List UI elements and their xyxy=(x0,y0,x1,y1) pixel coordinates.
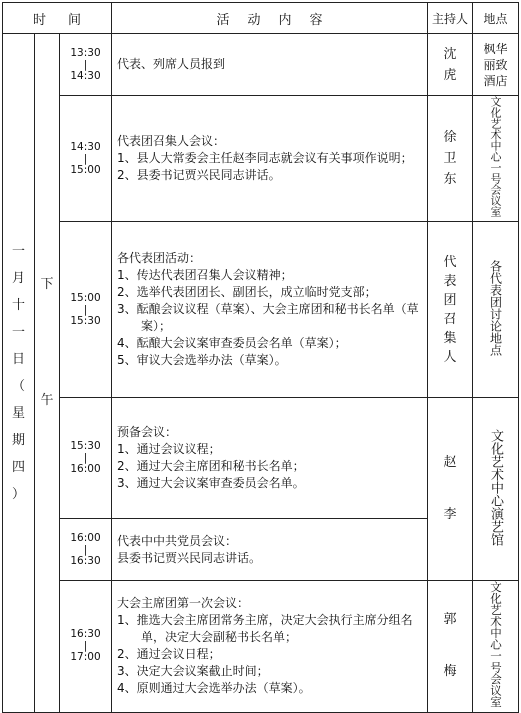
activity-title: 预备会议： xyxy=(117,425,178,439)
activity-cell xyxy=(112,96,428,222)
header-location: 地点 xyxy=(473,3,519,34)
table-row xyxy=(3,222,519,398)
host-name: 沈 虎 xyxy=(443,46,457,83)
host-cell xyxy=(428,222,473,398)
period-label-1: 下 xyxy=(40,277,54,292)
activity-cell xyxy=(112,519,428,581)
table-row xyxy=(3,398,519,519)
time-slot: 14:30 | 15:00 xyxy=(60,96,112,222)
activity-item: 3、通过大会议案审查委员会名单。 xyxy=(117,476,305,490)
date-label: 一 月 十 一 日 （ 星 期 四 ） xyxy=(11,243,25,502)
time-slot: 15:00 | 15:30 xyxy=(60,222,112,398)
activity-title: 代表中中共党员会议： xyxy=(117,533,238,548)
host-name: 赵 李 xyxy=(443,455,457,522)
location-cell xyxy=(473,581,519,713)
date-cell xyxy=(3,34,35,713)
activity-cell xyxy=(112,222,428,398)
activity-item: 3、决定大会议案截止时间； xyxy=(117,664,269,679)
host-cell xyxy=(428,96,473,222)
host-name: 徐 卫 东 xyxy=(443,130,457,187)
activity-item: 4、原则通过大会选举办法（草案）。 xyxy=(117,681,311,696)
period-cell xyxy=(35,34,60,713)
period-label-2: 午 xyxy=(40,393,54,408)
activity-title: 大会主席团第一次会议： xyxy=(117,596,250,611)
activity-title: 代表团召集人会议： xyxy=(117,134,226,148)
activity-item: 2、通过会议日程； xyxy=(117,647,221,662)
table-row xyxy=(3,34,519,96)
schedule-table xyxy=(2,2,519,713)
activity-cell xyxy=(112,34,428,96)
activity-item: 5、审议大会选举办法（草案）。 xyxy=(117,353,287,367)
activity-cell xyxy=(112,398,428,519)
activity-item: 县委书记贾兴民同志讲话。 xyxy=(117,550,262,565)
host-cell xyxy=(428,34,473,96)
host-name: 代 表 团 召 集 人 xyxy=(443,254,457,365)
location-label: 文化艺术中心一号会议室 xyxy=(489,581,504,708)
location-label: 文化艺术中心一号会议室 xyxy=(489,96,503,217)
location-cell-merged xyxy=(473,398,519,581)
activity-item: 1、通过会议议程； xyxy=(117,442,221,456)
time-slot: 15:30 | 16:00 xyxy=(60,398,112,519)
header-activity: 活动内容 xyxy=(112,3,428,34)
activity-item: 1、县人大常委会主任赵李同志就会议有关事项作说明； xyxy=(117,151,413,165)
header-time: 时间 xyxy=(3,3,112,34)
host-cell xyxy=(428,581,473,713)
time-slot: 16:30 | 17:00 xyxy=(60,581,112,713)
activity-item: 2、选举代表团团长、副团长，成立临时党支部； xyxy=(117,285,377,299)
location-label: 各代表团讨论地点 xyxy=(488,259,503,356)
location-cell xyxy=(473,34,519,96)
location-cell xyxy=(473,96,519,222)
activity-item: 1、推选大会主席团常务主席，决定大会执行主席分组名单，决定大会副秘书长名单； xyxy=(117,613,413,645)
location-label: 枫华丽致酒店 xyxy=(483,41,508,88)
location-label: 文化艺术中心演艺馆 xyxy=(488,428,504,546)
host-name: 郭 梅 xyxy=(443,612,457,680)
activity-cell xyxy=(112,581,428,713)
header-row xyxy=(3,3,519,34)
activity-title: 代表、列席人员报到 xyxy=(117,57,226,71)
time-slot: 13:30 | 14:30 xyxy=(60,34,112,96)
table-row xyxy=(3,581,519,713)
activity-item: 3、酝酿会议议程（草案）、大会主席团和秘书长名单（草案）； xyxy=(117,302,419,333)
activity-item: 4、酝酿大会议案审查委员会名单（草案）； xyxy=(117,336,347,350)
activity-item: 1、传达代表团召集人会议精神； xyxy=(117,268,293,282)
table-row xyxy=(3,96,519,222)
header-host: 主持人 xyxy=(428,3,473,34)
activity-item: 2、县委书记贾兴民同志讲话。 xyxy=(117,168,281,182)
activity-item: 2、通过大会主席团和秘书长名单； xyxy=(117,459,305,473)
host-cell-merged xyxy=(428,398,473,581)
location-cell xyxy=(473,222,519,398)
time-slot: 16:00 | 16:30 xyxy=(60,519,112,581)
activity-title: 各代表团活动： xyxy=(117,251,202,265)
